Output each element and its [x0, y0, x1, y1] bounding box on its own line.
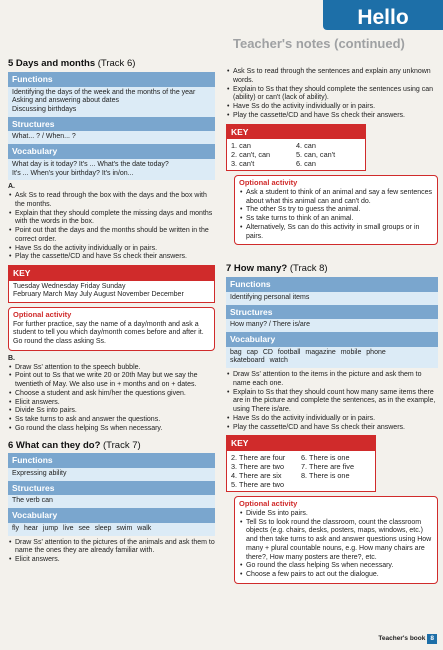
page-heading: Teacher's notes (continued)	[233, 36, 405, 51]
key-box-7: KEY 2. There are four 3. There are two 4. There are six 5. There are two 6. There is one 7. There are five 8. There is one	[226, 435, 376, 492]
part-b-label: B.	[8, 354, 15, 362]
vocabulary-header-7: Vocabulary	[226, 332, 438, 347]
section-5-title: 5 Days and months (Track 6)	[8, 58, 136, 69]
optional-activity-6: Optional activity • Ask a student to think of an animal and say a few sentences about what this animal can and can't do. • The other Ss try to guess the animal. • Ss take turns to think of an animal. • Alternatively, Ss can do this activity in small groups or in pairs.	[234, 175, 438, 245]
vocabulary-box: What day is it today? It's ... What's the date today? It's ... When's your birthday? It's in/on...	[8, 159, 215, 181]
vocabulary-header-6: Vocabulary	[8, 508, 215, 523]
unit-tab: Hello	[323, 0, 443, 30]
functions-box-6: Expressing ability	[8, 468, 215, 481]
functions-box-7: Identifying personal items	[226, 292, 438, 305]
structures-header-6: Structures	[8, 481, 215, 496]
section-6-continued-list: • Ask Ss to read through the sentences and explain any unknown words. • Explain to Ss that they should complete the sentences using can (ability) or can't (lack of ability). • Have Ss do the activity individually or in pairs. • Play the cassette/CD and have Ss check their answers.	[226, 68, 438, 121]
page-footer: Teacher's book 8	[378, 634, 437, 644]
section-7-list: • Draw Ss' attention to the items in the picture and ask them to name each one. • Explain to Ss that they should count how many same items there are in the picture and complete the sentences, as in the example, using There is/are. • Have Ss do the activity individually or in pairs. • Play the cassette/CD and have Ss check their answers.	[226, 371, 438, 432]
section-6-list: • Draw Ss' attention to the pictures of the animals and ask them to name the ones they are already familiar with. • Elicit answers.	[8, 539, 215, 565]
structures-box-7: How many? / There is/are	[226, 319, 438, 332]
section-7-title: 7 How many? (Track 8)	[226, 263, 328, 275]
vocabulary-header: Vocabulary	[8, 144, 215, 159]
page-number: 8	[427, 634, 437, 644]
part-a-label: A.	[8, 183, 15, 191]
vocabulary-box-6: fly hear jump live see sleep swim walk	[8, 523, 215, 536]
structures-header-7: Structures	[226, 305, 438, 320]
functions-header: Functions	[8, 72, 215, 87]
structures-box: What... ? / When... ?	[8, 131, 215, 144]
part-a-list: • Ask Ss to read through the box with the days and the box with the months. • Explain that they should complete the missing days and months with the words in the box. • Point out that the days and the months should be written in the correct order. • Have Ss do the activity individually or in pairs. • Play the cassette/CD and have Ss check their answers.	[8, 192, 215, 262]
functions-header-6: Functions	[8, 453, 215, 468]
part-b-list: • Draw Ss' attention to the speech bubble. • Point out to Ss that we write 20 or 20th May but we say the twentieth of May. We also use in + months and on + dates. • Choose a student and ask him/her the questions given. • Elicit answers. • Divide Ss into pairs. • Ss take turns to ask and answer the questions. • Go round the class helping Ss when necessary.	[8, 364, 215, 434]
key-box-6: KEY 1. can 2. can't, can 3. can't 4. can 5. can, can't 6. can	[226, 124, 366, 172]
key-box-5: KEY Tuesday Wednesday Friday Sunday February March May July August November December	[8, 265, 215, 303]
section-6-title: 6 What can they do? (Track 7)	[8, 439, 141, 451]
vocabulary-box-7: bag cap CD football magazine mobile phone skateboard watch	[226, 347, 438, 369]
right-column	[226, 68, 438, 588]
structures-box-6: The verb can	[8, 495, 215, 508]
functions-box: Identifying the days of the week and the months of the year Asking and answering about dates Discussing birthdays	[8, 87, 215, 117]
optional-activity-5: Optional activity For further practice, say the name of a day/month and ask a student to tell you which day/month comes before and after it. Go round the class asking Ss.	[8, 307, 215, 351]
structures-header: Structures	[8, 117, 215, 132]
left-column	[8, 58, 215, 565]
optional-activity-7: Optional activity • Divide Ss into pairs. • Tell Ss to look round the classroom, count the classroom objects (e.g. chairs, desks, posters, maps, windows, etc.) and then take turns to ask and answer questions using How many + plural countable nouns, e.g. How many chairs are there?, How many posters are there?, etc. • Go round the class helping Ss when necessary. • Choose a few pairs to act out the dialogue.	[234, 496, 438, 583]
functions-header-7: Functions	[226, 277, 438, 292]
